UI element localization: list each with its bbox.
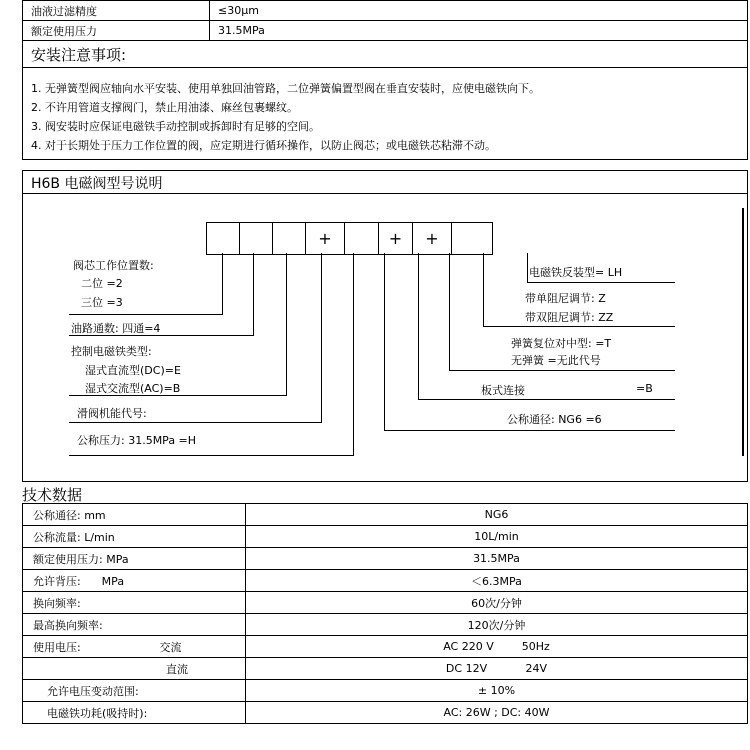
code-box (272, 222, 306, 255)
spec-label: 公称通径: mm (23, 504, 246, 526)
leader-line (483, 326, 675, 327)
notes-title: 安装注意事项: (31, 46, 127, 64)
leader-line (353, 253, 354, 456)
specs-title: 技术数据 (22, 486, 83, 504)
nominal-pressure: 公称压力: 31.5MPa =H (77, 434, 197, 447)
table-row (23, 592, 748, 614)
spec-value: 31.5MPa (246, 548, 748, 570)
table-row (23, 21, 748, 41)
spec-value: 120次/分钟 (246, 614, 748, 636)
spec-label: 换向频率: (23, 592, 246, 614)
code-box (344, 222, 379, 255)
range-label: 允许电压变动范围: (23, 680, 246, 702)
right-edge-bar (742, 208, 744, 456)
spool-position-title: 阀芯工作位置数: (73, 259, 154, 272)
code-box: + (412, 222, 452, 255)
spec-value: 60次/分钟 (246, 592, 748, 614)
plate-code: =B (636, 382, 653, 395)
model-divider (23, 193, 747, 194)
leader-line (321, 253, 322, 423)
top-spec-table (22, 0, 748, 41)
model-code-diagram (22, 170, 748, 482)
leader-line (69, 314, 223, 315)
no-spring: 无弹簧 =无此代号 (511, 354, 601, 367)
pressure-label: 额定使用压力 (23, 21, 210, 41)
code-box: + (378, 222, 413, 255)
reverse-solenoid: 电磁铁反装型= LH (529, 266, 623, 279)
table-row (23, 636, 748, 658)
note-item: 4. 对于长期处于压力工作位置的阀，应定期进行循环操作，以防止阀芯；或电磁铁芯粘滞不动。 (31, 139, 496, 152)
range-value: ± 10% (246, 680, 748, 702)
leader-line (418, 253, 419, 400)
notes-divider (23, 67, 747, 68)
leader-line (527, 253, 528, 283)
spec-label: 额定使用压力: MPa (23, 548, 246, 570)
ac-value: AC 220 V 50Hz (246, 636, 748, 658)
leader-line (69, 455, 354, 456)
table-row (23, 702, 748, 724)
voltage-label: 使用电压: (33, 640, 81, 654)
table-row (23, 658, 748, 680)
spec-label: 最高换向频率: (23, 614, 246, 636)
model-title: H6B 电磁阀型号说明 (31, 176, 163, 192)
table-row (23, 1, 748, 21)
pressure-value: 31.5MPa (210, 21, 748, 41)
spec-value: NG6 (246, 504, 748, 526)
leader-line (286, 253, 287, 396)
note-item: 2. 不许用管道支撑阀门，禁止用油漆、麻丝包裹螺纹。 (31, 101, 298, 114)
leader-line (253, 253, 254, 336)
leader-line (222, 253, 223, 315)
leader-line (527, 282, 675, 283)
voltage-cell (23, 636, 246, 658)
code-box (451, 222, 493, 255)
power-value: AC: 26W ; DC: 40W (246, 702, 748, 724)
leader-line (418, 399, 675, 400)
notes-list (31, 79, 540, 155)
double-damping: 带双阻尼调节: ZZ (525, 311, 614, 324)
spring-center: 弹簧复位对中型: =T (511, 337, 612, 350)
dc-cell (23, 658, 246, 680)
solenoid-dc: 湿式直流型(DC)=E (85, 364, 181, 377)
spool-two-position: 二位 =2 (81, 277, 123, 290)
dc-value: DC 12V 24V (246, 658, 748, 680)
solenoid-ac: 湿式交流型(AC)=B (85, 382, 181, 395)
leader-line (449, 370, 675, 371)
spool-three-position: 三位 =3 (81, 296, 123, 309)
note-item: 3. 阀安装时应保证电磁铁手动控制或拆卸时有足够的空间。 (31, 120, 320, 133)
single-damping: 带单阻尼调节: Z (525, 292, 606, 305)
table-row (23, 504, 748, 526)
table-row (23, 614, 748, 636)
leader-line (384, 253, 385, 431)
oil-port-count: 油路通数: 四通=4 (71, 322, 161, 335)
code-box (206, 222, 240, 255)
spec-label: 允许背压: MPa (23, 570, 246, 592)
nominal-size: 公称通径: NG6 =6 (507, 413, 602, 426)
leader-line (384, 430, 675, 431)
filter-label: 油液过滤精度 (23, 1, 210, 21)
code-boxes (206, 222, 492, 253)
leader-line (483, 253, 484, 327)
power-label: 电磁铁功耗(吸持时): (23, 702, 246, 724)
spec-value: ＜6.3MPa (246, 570, 748, 592)
table-row (23, 548, 748, 570)
table-row (23, 526, 748, 548)
leader-line (69, 422, 322, 423)
installation-notes (22, 40, 748, 160)
ac-label: 交流 (159, 640, 182, 654)
table-row (23, 680, 748, 702)
plate-connection: 板式连接 (481, 384, 525, 397)
note-item: 1. 无弹簧型阀应轴向水平安装、使用单独回油管路，二位弹簧偏置型阀在垂直安装时，应使电磁铁向下。 (31, 82, 540, 95)
spec-value: 10L/min (246, 526, 748, 548)
dc-label: 直流 (166, 662, 188, 676)
solenoid-type-title: 控制电磁铁类型: (71, 345, 152, 358)
code-box (239, 222, 273, 255)
spool-function-code: 滑阀机能代号: (77, 407, 147, 420)
filter-value: ≤30μm (210, 1, 748, 21)
spec-label: 公称流量: L/min (23, 526, 246, 548)
code-box: + (305, 222, 345, 255)
table-row (23, 570, 748, 592)
specs-table (22, 503, 748, 724)
leader-line (449, 253, 450, 371)
